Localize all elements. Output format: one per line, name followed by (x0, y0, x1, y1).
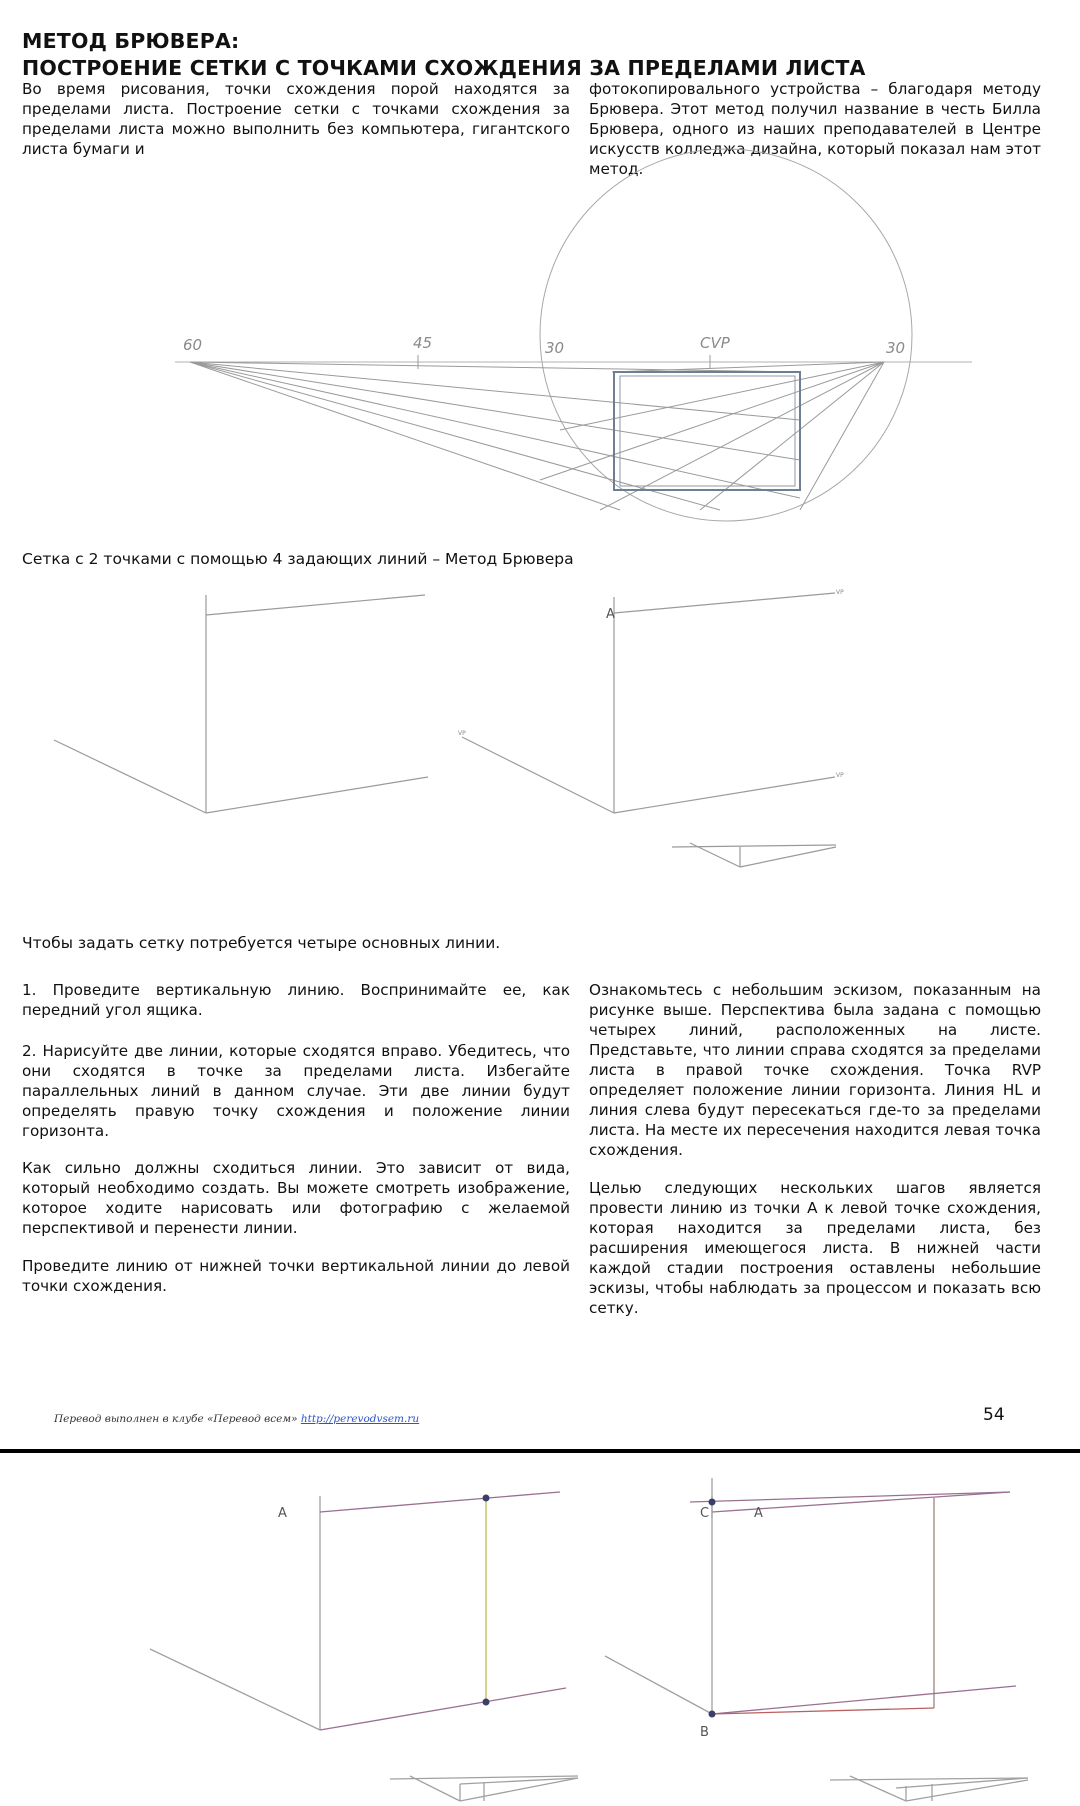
translation-note (54, 1413, 419, 1425)
picture-plane-rectangle (614, 372, 800, 490)
vp-mark-bottom: VP (836, 772, 844, 779)
point-top-right-left (483, 1495, 490, 1502)
right-label-b: B (700, 1725, 709, 1740)
label-30-left: 30 (545, 339, 565, 357)
label-60: 60 (183, 336, 203, 354)
four-lines-statement: Чтобы задать сетку потребуется четыре основных линии. (22, 934, 501, 952)
figure-caption: Сетка с 2 точками с помощью 4 задающих линий – Метод Брювера (22, 550, 574, 568)
right-label-a: A (754, 1506, 763, 1521)
label-cvp: CVP (700, 334, 730, 352)
left-paragraph-4: Проведите линию от нижней точки вертикальной линии до левой точки схождения. (22, 1257, 570, 1295)
right-paragraph-2: Целью следующих нескольких шагов является провести линию из точки A к левой точке схождения, которая находится за пределами листа, без расширения имеющегося листа. В нижней части каждой стадии построения оставлены небольшие эскизы, чтобы наблюдать за процессом и показать всю сетку. (589, 1179, 1041, 1317)
page-heading (22, 28, 866, 82)
club-link[interactable]: http://perevodvsem.ru (300, 1413, 420, 1425)
intro-right-paragraph: фотокопировального устройства – благодаря методу Брювера. Этот метод получил название в честь Билла Брювера, одного из наших преподавателей в Центре искусств колледжа дизайна, который показал нам этот метод. (589, 80, 1041, 178)
page-number: 54 (983, 1405, 1005, 1425)
page-divider (0, 1449, 1080, 1453)
figure-brewer-construction (0, 180, 1080, 540)
point-b-marker (709, 1711, 716, 1718)
left-paragraph-1: 1. Проведите вертикальную линию. Воспринимайте ее, как передний угол ящика. (22, 981, 570, 1019)
vp-mark-left: VP (458, 730, 466, 737)
left-paragraph-2: 2. Нарисуйте две линии, которые сходятся вправо. Убедитесь, что они сходятся в точке за пределами листа. Избегайте параллельных линий в данном случае. Эти две линии будут определять правую точку схождения и положение линии горизонта. (22, 1042, 570, 1140)
figure-next-steps (0, 1456, 1080, 1806)
point-a-label: A (606, 607, 615, 622)
right-paragraph-1: Ознакомьтесь с небольшим эскизом, показанным на рисунке выше. Перспектива была задана с помощью четырех линий, расположенных на листе. Представьте, что линии справа сходятся за пределами листа в правой точке схождения. Точка RVP определяет положение линии горизонта. Линия HL и линия слева будут пересекаться где-то за пределами листа. На месте их пересечения находится левая точка схождения. (589, 981, 1041, 1159)
figure-four-lines (0, 585, 1080, 855)
label-45: 45 (413, 334, 433, 352)
translation-note-text: Перевод выполнен в клубе «Перевод всем» (54, 1413, 298, 1425)
label-30-right: 30 (886, 339, 906, 357)
intro-left-paragraph: Во время рисования, точки схождения порой находятся за пределами листа. Построение сетки с точками схождения за пределами листа можно выполнить без компьютера, гигантского листа бумаги и (22, 80, 570, 158)
heading-line-1: МЕТОД БРЮВЕРА: (22, 29, 240, 53)
vp-mark-top: VP (836, 589, 844, 596)
left-label-a: A (278, 1506, 287, 1521)
heading-line-2: ПОСТРОЕНИЕ СЕТКИ С ТОЧКАМИ СХОЖДЕНИЯ ЗА ПРЕДЕЛАМИ ЛИСТА (22, 56, 866, 80)
point-c-marker (709, 1499, 716, 1506)
right-label-c: C (700, 1506, 710, 1521)
left-paragraph-3: Как сильно должны сходиться линии. Это зависит от вида, который необходимо создать. Вы можете смотреть изображение, которое ходите нарисовать или фотографию с желаемой перспективой и перенести линии. (22, 1159, 570, 1237)
point-bottom-right-left (483, 1699, 490, 1706)
